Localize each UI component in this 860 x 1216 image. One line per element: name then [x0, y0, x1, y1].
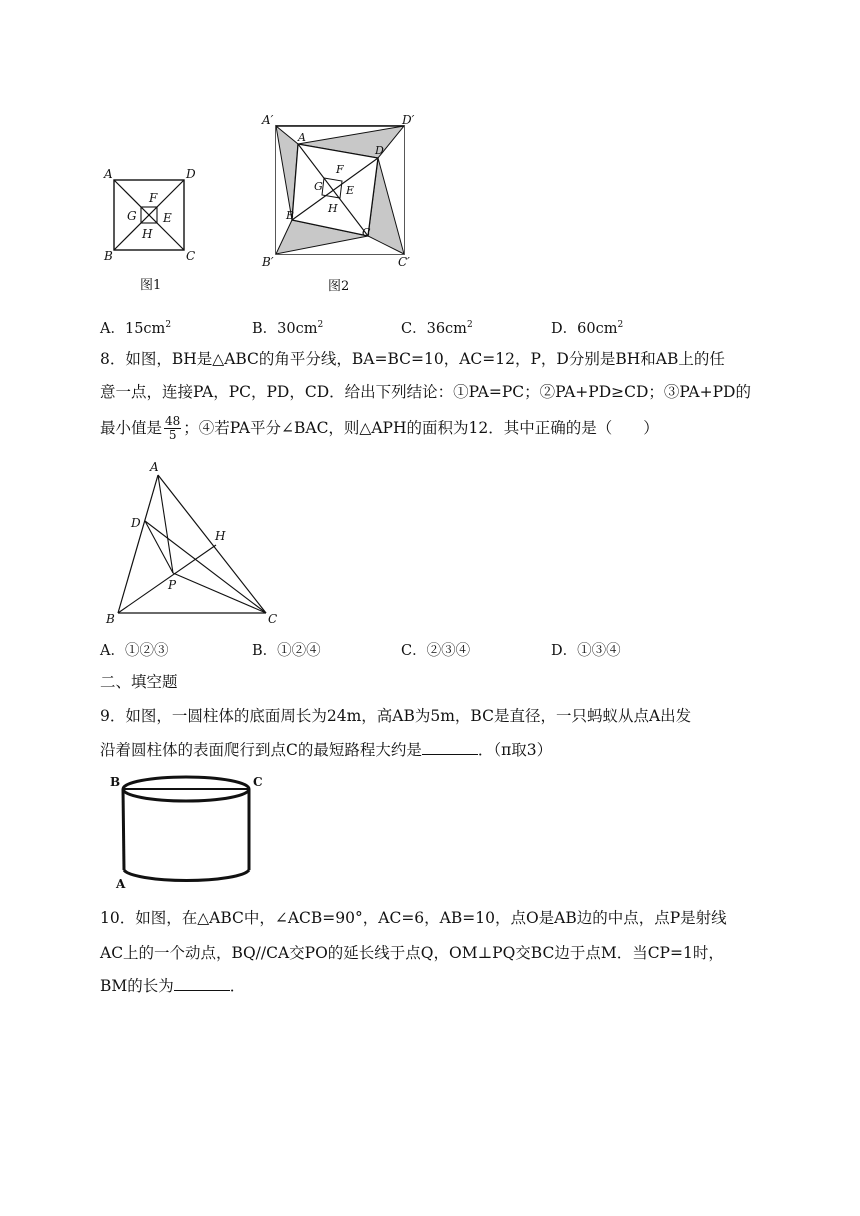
fraction-denominator: 5 — [168, 427, 177, 442]
q8-option-a — [100, 641, 168, 661]
q10-line-3-post: ． — [229, 977, 246, 995]
option-value: ①②④ — [277, 643, 321, 659]
q8-triangle-figure — [100, 455, 290, 635]
option-sup: 2 — [466, 320, 473, 330]
fraction-numerator: 48 — [165, 413, 181, 428]
option-value: ①③④ — [577, 643, 621, 659]
q8-option-d — [551, 641, 621, 661]
fig2-label-h: H — [328, 202, 338, 215]
fig2-label-a-prime: A′ — [262, 113, 274, 127]
option-value: 60cm — [577, 320, 618, 337]
option-letter: C． — [401, 643, 427, 659]
section-heading: 二、填空题 — [100, 673, 178, 691]
fig1-label-d: D — [186, 167, 196, 181]
q9-label-a: A — [116, 877, 126, 891]
fig1-caption: 图1 — [140, 278, 162, 293]
q8-label-c: C — [268, 612, 278, 626]
option-value: 15cm — [124, 320, 166, 337]
q10-line-1: 10．如图，在△ABC中，∠ACB=90°，AC=6，AB=10，点O是AB边的中点，点P是射线 — [100, 909, 727, 927]
fig2-label-c: C — [362, 226, 371, 239]
q8-line-3 — [100, 414, 659, 442]
q10-answer-blank[interactable] — [174, 976, 230, 991]
q8-label-b: B — [106, 612, 115, 626]
option-letter: C． — [401, 320, 427, 337]
fig2-label-d: D — [375, 144, 384, 157]
fig2-caption: 图2 — [328, 279, 350, 294]
q9-cylinder-figure — [105, 770, 275, 892]
option-letter: B． — [252, 320, 278, 337]
q8-label-h: H — [215, 529, 226, 543]
option-letter: A． — [100, 643, 125, 659]
option-value: ②③④ — [426, 643, 471, 659]
q9-line-2 — [100, 740, 552, 760]
q7-option-b — [252, 315, 323, 339]
q8-label-a: A — [150, 460, 159, 474]
q8-label-p: P — [168, 578, 177, 592]
q10-line-3 — [100, 976, 245, 996]
q8-line-3-pre: 最小值是 — [100, 419, 163, 437]
q9-answer-blank[interactable] — [422, 740, 478, 755]
option-value: 30cm — [277, 320, 318, 337]
q10-line-3-pre: BM的长为 — [100, 977, 174, 995]
fig2-label-b-prime: B′ — [262, 255, 274, 269]
q10-line-2: AC上的一个动点，BQ//CA交PO的延长线于点Q，OM⊥PQ交BC边于点M．当CP=1时， — [100, 944, 724, 962]
q9-label-c: C — [253, 775, 263, 789]
q8-line-2: 意一点，连接PA，PC，PD，CD．给出下列结论：①PA=PC；②PA+PD≥CD；③PA+PD的 — [100, 383, 751, 401]
fig2-label-d-prime: D′ — [402, 113, 415, 127]
q8-line-1: 8．如图，BH是△ABC的角平分线，BA=BC=10，AC=12，P，D分别是BH和AB上的任 — [100, 350, 725, 368]
fig1-label-a: A — [104, 167, 113, 181]
option-sup: 2 — [317, 320, 324, 330]
fig1-label-h: H — [142, 227, 153, 241]
q9-line-1: 9．如图，一圆柱体的底面周长为24m，高AB为5m，BC是直径，一只蚂蚁从点A出发 — [100, 707, 692, 725]
option-letter: D． — [551, 643, 578, 659]
q9-line-2-post: ．（π取3） — [477, 741, 553, 759]
fig2-label-e: E — [346, 184, 355, 197]
fig1-label-e: E — [163, 211, 172, 225]
fig2-label-g: G — [314, 180, 323, 193]
q7-option-a — [100, 315, 171, 339]
fig1-label-b: B — [104, 249, 113, 263]
option-letter: B． — [252, 643, 278, 659]
option-sup: 2 — [165, 320, 172, 330]
q8-fraction — [164, 415, 181, 442]
q7-option-d — [551, 315, 623, 339]
fig2-label-c-prime: C′ — [398, 255, 410, 269]
q8-label-d: D — [131, 516, 141, 530]
q8-line-3-post: ；④若PA平分∠BAC，则△APH的面积为12．其中正确的是（ ） — [183, 419, 659, 437]
q9-line-2-pre: 沿着圆柱体的表面爬行到点C的最短路程大约是 — [100, 741, 422, 759]
q7-figure-2 — [258, 108, 428, 298]
option-value: 36cm — [426, 320, 467, 337]
option-sup: 2 — [617, 320, 624, 330]
q7-figure-1 — [100, 160, 210, 295]
fig1-label-f: F — [149, 191, 158, 205]
q8-option-c — [401, 641, 470, 661]
q7-option-c — [401, 315, 473, 339]
fig2-label-b: B — [286, 209, 295, 222]
option-letter: A． — [100, 320, 125, 337]
fig1-label-g: G — [127, 209, 137, 223]
option-letter: D． — [551, 320, 578, 337]
fig2-label-f: F — [336, 163, 344, 176]
option-value: ①②③ — [124, 643, 169, 659]
fig2-label-a: A — [298, 131, 306, 144]
q9-label-b: B — [110, 775, 121, 789]
q8-option-b — [252, 641, 321, 661]
fig1-label-c: C — [186, 249, 196, 263]
